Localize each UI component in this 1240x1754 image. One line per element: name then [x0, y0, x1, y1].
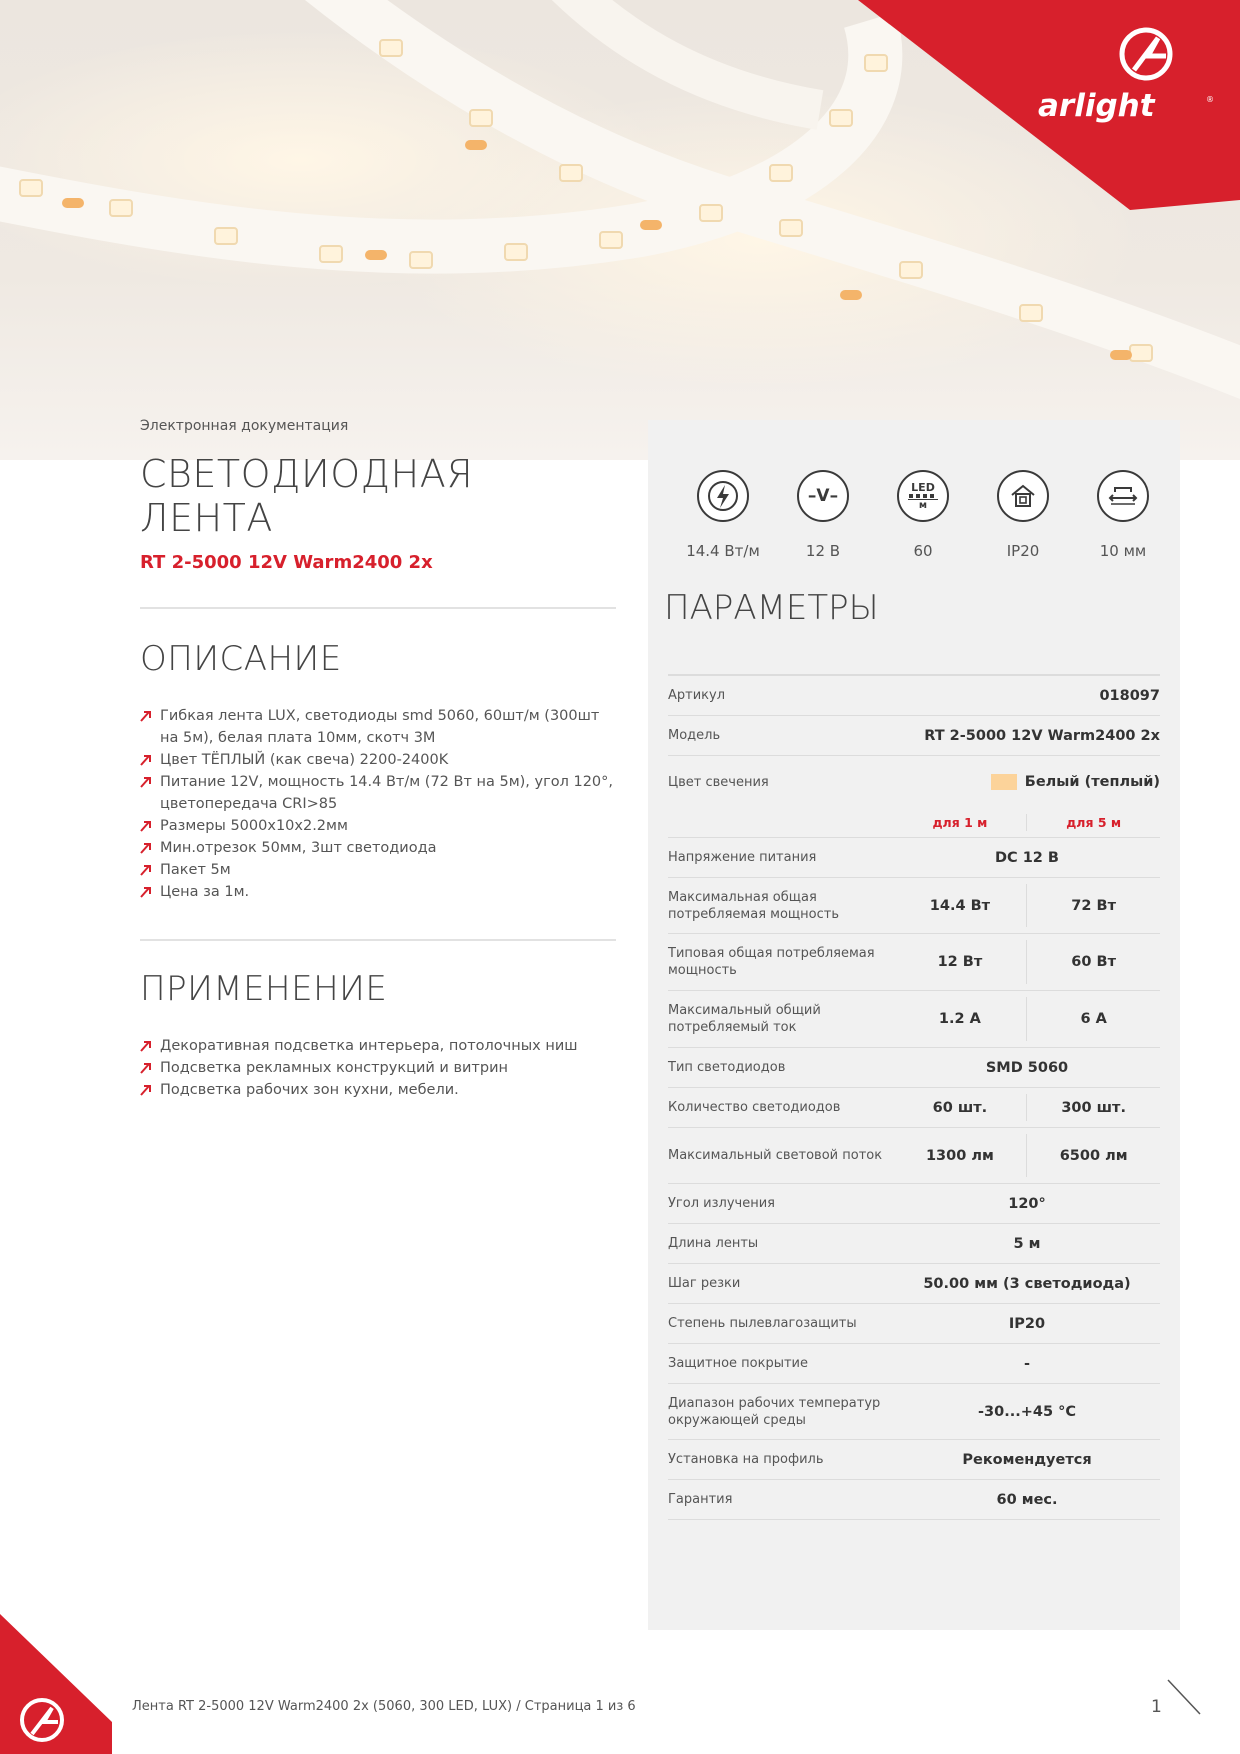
footer-caption: Лента RT 2-5000 12V Warm2400 2x (5060, 300 LED, LUX) / Страница 1 из 6 — [132, 1699, 636, 1714]
list-item: Подсветка рекламных конструкций и витрин — [140, 1057, 616, 1079]
voltage-icon: –V– — [797, 470, 849, 522]
svg-text:arlight: arlight — [1038, 88, 1155, 124]
table-row: Количество светодиодов 60 шт. 300 шт. — [668, 1088, 1160, 1128]
spec-label: 10 мм — [1099, 542, 1147, 560]
spec-width — [1078, 470, 1168, 560]
product-model: RT 2-5000 12V Warm2400 2x — [140, 552, 433, 573]
table-row: Угол излучения 120° — [668, 1184, 1160, 1224]
spec-icons — [678, 470, 1148, 570]
ip-rating-house-icon — [997, 470, 1049, 522]
table-row: Длина ленты 5 м — [668, 1224, 1160, 1264]
bullet-arrow-icon — [140, 753, 152, 767]
footer-logo-corner — [0, 1614, 112, 1754]
spec-label: 12 В — [805, 542, 841, 560]
table-row: Тип светодиодов SMD 5060 — [668, 1048, 1160, 1088]
spec-voltage — [778, 470, 868, 560]
table-row: Диапазон рабочих температур окружающей среды -30...+45 °C — [668, 1384, 1160, 1440]
application-title: ПРИМЕНЕНИЕ — [140, 969, 388, 1009]
hero-banner — [0, 0, 1240, 460]
bullet-arrow-icon — [140, 819, 152, 833]
arlight-logo — [1018, 24, 1218, 134]
led-row-icon — [908, 493, 938, 500]
table-row: Защитное покрытие - — [668, 1344, 1160, 1384]
bullet-arrow-icon — [140, 863, 152, 877]
bullet-arrow-icon — [140, 841, 152, 855]
table-row: Максимальная общая потребляемая мощность 14.4 Вт 72 Вт — [668, 878, 1160, 934]
list-item: Питание 12V, мощность 14.4 Вт/м (72 Вт на 5м), угол 120°, цветопередача CRI>85 — [140, 771, 616, 815]
list-item: Гибкая лента LUX, светодиоды smd 5060, 60шт/м (300шт на 5м), белая плата 10мм, скотч 3М — [140, 705, 616, 749]
table-row: Напряжение питания DC 12 В — [668, 838, 1160, 878]
list-item: Мин.отрезок 50мм, 3шт светодиода — [140, 837, 616, 859]
color-swatch — [991, 774, 1017, 790]
table-row: Артикул 018097 — [668, 676, 1160, 716]
width-icon — [1097, 470, 1149, 522]
table-row — [668, 808, 1160, 838]
left-column — [140, 418, 616, 1101]
power-icon — [697, 470, 749, 522]
application-list — [140, 1035, 616, 1101]
led-density-icon: LED м — [897, 470, 949, 522]
description-list — [140, 705, 616, 903]
table-row: Степень пылевлагозащиты IP20 — [668, 1304, 1160, 1344]
svg-text:®: ® — [1206, 95, 1214, 104]
divider — [140, 939, 616, 941]
table-row: Максимальный общий потребляемый ток 1.2 А 6 А — [668, 991, 1160, 1048]
table-row: Максимальный световой поток 1300 лм 6500 лм — [668, 1128, 1160, 1184]
table-row: Типовая общая потребляемая мощность 12 Вт 60 Вт — [668, 934, 1160, 991]
parameters-table — [668, 674, 1160, 1520]
table-row: Шаг резки 50.00 мм (3 светодиода) — [668, 1264, 1160, 1304]
spec-ip — [978, 470, 1068, 560]
table-row: Гарантия 60 мес. — [668, 1480, 1160, 1520]
table-row: Цвет свечения Белый (теплый) — [668, 774, 1160, 790]
spec-label: 14.4 Вт/м — [686, 542, 760, 560]
parameters-title: ПАРАМЕТРЫ — [664, 588, 879, 628]
bullet-arrow-icon — [140, 1083, 152, 1097]
per-5m-header: для 5 м — [1066, 815, 1122, 830]
table-row: Установка на профиль Рекомендуется — [668, 1440, 1160, 1480]
doc-eyebrow: Электронная документация — [140, 418, 349, 434]
spec-led-density — [878, 470, 968, 560]
spec-label: 60 — [913, 542, 933, 560]
list-item: Цена за 1м. — [140, 881, 616, 903]
spec-label: IP20 — [1006, 542, 1040, 560]
bullet-arrow-icon — [140, 1039, 152, 1053]
list-item: Цвет ТЁПЛЫЙ (как свеча) 2200-2400K — [140, 749, 616, 771]
bullet-arrow-icon — [140, 775, 152, 789]
description-title: ОПИСАНИЕ — [140, 639, 342, 679]
list-item: Декоративная подсветка интерьера, потолочных ниш — [140, 1035, 616, 1057]
spec-power — [678, 470, 768, 560]
per-1m-header: для 1 м — [932, 815, 988, 830]
list-item: Размеры 5000x10x2.2мм — [140, 815, 616, 837]
bullet-arrow-icon — [140, 1061, 152, 1075]
parameters-panel — [648, 420, 1180, 1630]
page-number: 1 — [1151, 1697, 1162, 1717]
page-title: СВЕТОДИОДНАЯ ЛЕНТА — [140, 452, 474, 540]
bullet-arrow-icon — [140, 885, 152, 899]
table-row: Модель RT 2-5000 12V Warm2400 2x — [668, 716, 1160, 756]
divider — [140, 607, 616, 609]
page-corner-mark — [1166, 1678, 1202, 1716]
list-item: Подсветка рабочих зон кухни, мебели. — [140, 1079, 616, 1101]
list-item: Пакет 5м — [140, 859, 616, 881]
bullet-arrow-icon — [140, 709, 152, 723]
